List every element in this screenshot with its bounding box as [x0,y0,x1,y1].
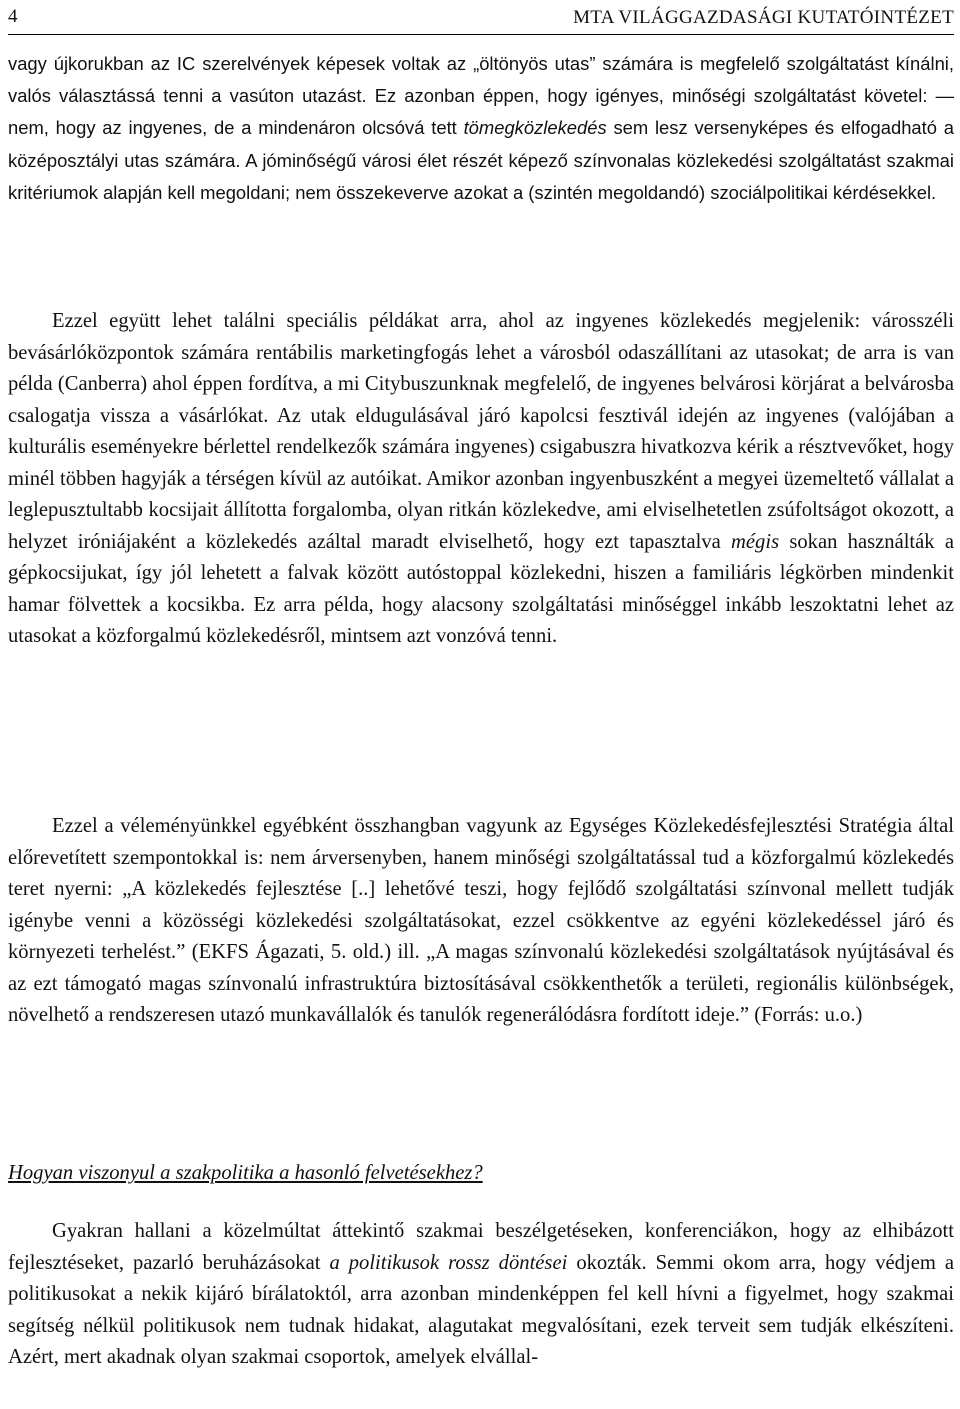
paragraph-4-text-b: okozták. Semmi okom arra, hogy védjem a politikusokat a nekik kijáró bírálatoktól, arra azonban mindenképpen fel kell hívni a figyelmet, hogy szakmai segítség nélkül politikusok nem tudnak hidakat, alagutakat megvalósítani, ezek terveit sem tudják elkészíteni. Azért, mert akadnak olyan szakmai csoportok, amelyek elvállal- [8,1251,954,1368]
section-heading: Hogyan viszonyul a szakpolitika a hasonló felvetésekhez? [8,1162,483,1184]
paragraph-3 [8,811,954,1032]
page-number: 4 [8,6,18,27]
paragraph-2-text-a: Ezzel együtt lehet találni speciális példákat arra, ahol az ingyenes közlekedés megjelenik: városszéli bevásárlóközpontok számára rentábilis marketingfogás lehet a városból odaszállítani az utasokat; de arra is van példa (Canberra) ahol éppen fordítva, a mi Citybuszunknak megfelelő, de ingyenes belvárosi körjárat a belvárosba csalogatja vissza a vásárlókat. Az utak eldugulásával járó kapolcsi fesztivál idején az ingyenes (valójában a kulturális eseményekre bérlettel rendelkezők számára ingyenes) csigabuszra hivatkozva kérik a résztvevőket, hogy minél többen hagyják a térségen kívül az autóikat. Amikor azonban ingyenbuszként a megyei üzemeltető vállalat a leglepusztultabb kocsijait állította forgalomba, olyan ritkán közlekedve, ami elviselhetetlen zsúfoltságot okozott, a helyzet iróniájaként a közlekedés azáltal maradt elviselhető, hogy ezt tapasztalva [8,310,954,553]
paragraph-4-emphasis: a politikusok rossz döntései [329,1251,568,1274]
page-header [8,0,954,35]
paragraph-1 [8,48,954,209]
paragraph-1-emphasis: tömegközlekedés [463,117,607,139]
paragraph-1-text-a: vagy újkorukban az IC szerelvények képesek voltak az „öltönyös utas” számára is megfelelő szolgáltatást kínálni, valós választássá tenni a vasúton utazást. Ez azonban éppen, hogy igényes, minőségi szolgáltatást követel: ― nem, hogy az ingyenes, de a mindenáron olcsóvá tett [8,53,954,139]
document-page [8,0,954,1368]
paragraph-4-text-a: Gyakran hallani a közelmúltat áttekintő szakmai beszélgetéseken, konferenciákon, hogy az elhibázott fejlesztéseket, pazarló beruházásokat [8,1220,954,1274]
running-header-title: MTA VILÁGGAZDASÁGI KUTATÓINTÉZET [573,7,954,28]
paragraph-4 [8,1216,954,1374]
paragraph-2-text-b: sokan használták a gépkocsijukat, így jól lehetett a falvak között autóstoppal közlekedni, hiszen a familiáris légkörben mindenkit hamar fölvettek a kocsikba. Ez arra példa, hogy alacsony szolgáltatási minőséggel inkább leszoktatni lehet az utasokat a közforgalmú közlekedésről, mintsem azt vonzóvá tenni. [8,530,954,647]
paragraph-2 [8,306,954,653]
paragraph-1-text-b: sem lesz versenyképes és elfogadható a középosztályi utas számára. A jóminőségű városi élet részét képező színvonalas közlekedési szolgáltatást szakmai kritériumok alapján kell megoldani; nem összekeverve azokat a (szintén megoldandó) szociálpolitikai kérdésekkel. [8,117,954,203]
paragraph-3-text: Ezzel a véleményünkkel egyébként összhangban vagyunk az Egységes Közlekedésfejlesztési Stratégia által előrevetített szempontokkal is: nem árversenyben, hanem minőségi szolgáltatással tud a közforgalmú közlekedés teret nyerni: „A közlekedés fejlesztése [..] lehetővé teszi, hogy fejlődő szolgáltatási színvonal mellett tudják igénybe venni a közösségi közlekedési szolgáltatásokat, ezzel csökkentve az egyéni közlekedéssel járó és környezeti terhelést.” (EKFS Ágazati, 5. old.) ill. „A magas színvonalú közlekedési szolgáltatások nyújtásával és az ezt támogató magas színvonalú infrastruktúra biztosításával csökkenthetők a területi, regionális különbségek, növelhető a rendszeresen utazó munkavállalók és tanulók regenerálódásra fordított ideje.” (Forrás: u.o.) [8,815,954,1026]
paragraph-2-emphasis: mégis [731,530,780,553]
